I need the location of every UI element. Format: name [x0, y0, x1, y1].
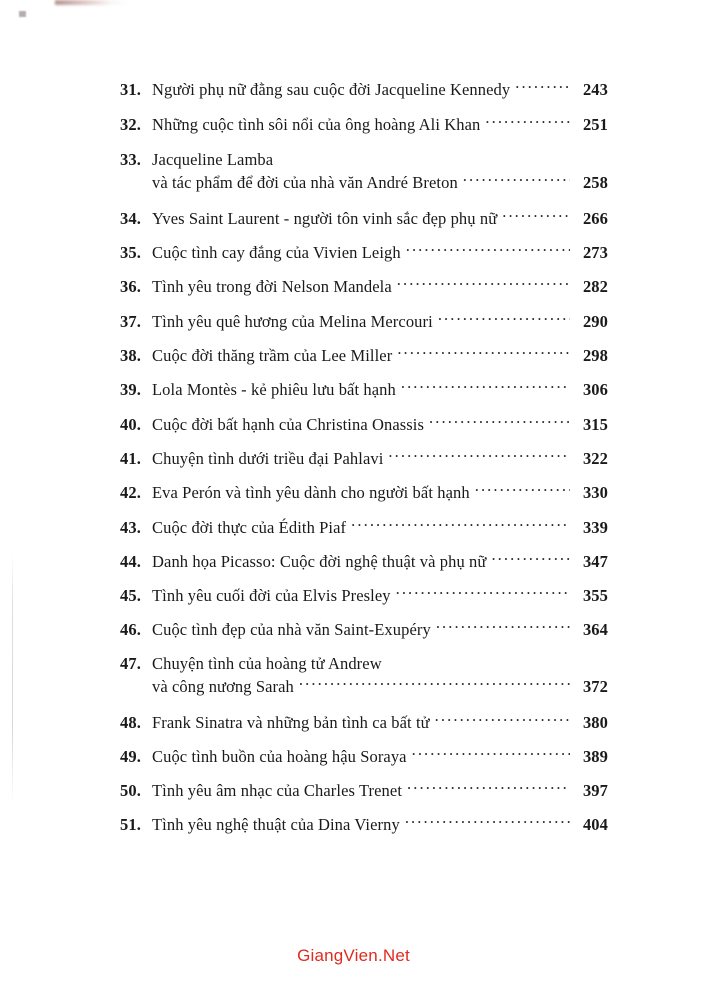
toc-entry-title: Người phụ nữ đằng sau cuộc đời Jacqueline Kennedy: [152, 80, 511, 99]
toc-entry-page-number: 380: [582, 713, 608, 732]
toc-entry-title: Frank Sinatra và những bản tình ca bất tử: [152, 713, 430, 732]
scan-binding-edge-line: [12, 555, 13, 805]
toc-entry[interactable]: [120, 447, 608, 470]
toc-entry-title: Yves Saint Laurent - người tôn vinh sắc đẹp phụ nữ: [152, 209, 498, 228]
toc-entry-title: Chuyện tình của hoàng tử Andrew: [152, 654, 382, 673]
toc-entry-title: Danh họa Picasso: Cuộc đời nghệ thuật và phụ nữ: [152, 552, 487, 571]
toc-entry-title: Cuộc đời thực của Édith Piaf: [152, 518, 347, 537]
toc-leader-dots: [387, 653, 608, 670]
toc-leader-dots: [429, 414, 570, 431]
toc-entry-number: 50.: [120, 781, 141, 800]
toc-entry-line: [120, 310, 608, 333]
toc-leader-dots: [515, 79, 570, 96]
toc-entry-page-number: 315: [582, 415, 608, 434]
toc-entry-page-number: 330: [582, 483, 608, 502]
toc-entry-number: 40.: [120, 415, 141, 434]
toc-entry-line: [120, 344, 608, 367]
toc-entry-title: Chuyện tình dưới triều đại Pahlavi: [152, 449, 384, 468]
toc-entry-page-number: 306: [582, 380, 608, 399]
toc-entry[interactable]: [120, 148, 608, 194]
toc-entry[interactable]: [120, 813, 608, 836]
toc-entry-page-number: 243: [582, 80, 608, 99]
toc-entry-line: [120, 378, 608, 401]
toc-entry-line: [120, 447, 608, 470]
toc-entry-title: Tình yêu nghệ thuật của Dina Vierny: [152, 815, 400, 834]
toc-entry-title: Eva Perón và tình yêu dành cho người bất hạnh: [152, 483, 470, 502]
toc-leader-dots: [396, 585, 570, 602]
toc-entry-line: [120, 275, 608, 298]
toc-entry-page-number: 322: [582, 449, 608, 468]
scan-artifact-top-smudge: [55, 0, 127, 5]
toc-entry[interactable]: [120, 78, 608, 101]
toc-leader-dots: [407, 780, 570, 797]
toc-entry-number: 32.: [120, 115, 141, 134]
scan-artifact-speck: [19, 11, 26, 17]
toc-entry-title: Cuộc đời thăng trầm của Lee Miller: [152, 346, 393, 365]
toc-entry-number: 49.: [120, 747, 141, 766]
toc-entry-line: [120, 171, 608, 194]
toc-entry-number: 42.: [120, 483, 141, 502]
toc-entry-line: [120, 779, 608, 802]
toc-entry-number: 34.: [120, 209, 141, 228]
toc-leader-dots: [491, 551, 570, 568]
toc-entry-page-number: 273: [582, 243, 608, 262]
toc-leader-dots: [435, 712, 570, 729]
toc-leader-dots: [406, 242, 570, 259]
toc-entry-line: [120, 711, 608, 734]
toc-entry-page-number: 251: [582, 115, 608, 134]
toc-entry-title: Jacqueline Lamba: [152, 150, 274, 169]
toc-entry-title: Cuộc tình buồn của hoàng hậu Soraya: [152, 747, 407, 766]
toc-entry-line: [120, 78, 608, 101]
toc-leader-dots: [502, 208, 570, 225]
toc-leader-dots: [405, 814, 570, 831]
toc-entry-line: [120, 675, 608, 698]
toc-entry[interactable]: [120, 652, 608, 698]
toc-leader-dots: [299, 676, 570, 693]
toc-entry-number: 43.: [120, 518, 141, 537]
toc-entry-title: Cuộc tình cay đắng của Vivien Leigh: [152, 243, 401, 262]
toc-entry-title: Lola Montès - kẻ phiêu lưu bất hạnh: [152, 380, 396, 399]
toc-entry-line: [120, 550, 608, 573]
toc-entry-line: [120, 652, 608, 675]
toc-entry-number: 39.: [120, 380, 141, 399]
toc-entry-title: Cuộc tình đẹp của nhà văn Saint-Exupéry: [152, 620, 431, 639]
toc-entry-line: [120, 584, 608, 607]
toc-entry-line: [120, 113, 608, 136]
toc-entry[interactable]: [120, 310, 608, 333]
toc-entry[interactable]: [120, 113, 608, 136]
toc-entry-line: [120, 148, 608, 171]
toc-entry-line: [120, 413, 608, 436]
toc-leader-dots: [397, 345, 570, 362]
toc-entry-page-number: 372: [582, 677, 608, 696]
toc-entry-page-number: 397: [582, 781, 608, 800]
toc-entry-title: Tình yêu quê hương của Melina Mercouri: [152, 312, 433, 331]
toc-entry-number: 47.: [120, 654, 141, 673]
toc-entry-page-number: 339: [582, 518, 608, 537]
toc-leader-dots: [485, 114, 570, 131]
toc-entry-number: 44.: [120, 552, 141, 571]
toc-leader-dots: [463, 172, 570, 189]
toc-entry-number: 46.: [120, 620, 141, 639]
toc-entry-title: Tình yêu cuối đời của Elvis Presley: [152, 586, 391, 605]
toc-entry[interactable]: [120, 711, 608, 734]
toc-entry[interactable]: [120, 275, 608, 298]
toc-entry[interactable]: [120, 344, 608, 367]
toc-entry-number: 38.: [120, 346, 141, 365]
toc-entry[interactable]: [120, 207, 608, 230]
toc-entry[interactable]: [120, 618, 608, 641]
toc-leader-dots: [397, 276, 570, 293]
toc-entry-page-number: 404: [582, 815, 608, 834]
toc-entry-page-number: 282: [582, 277, 608, 296]
toc-entry-line: [120, 241, 608, 264]
toc-entry-number: 51.: [120, 815, 141, 834]
toc-entry[interactable]: [120, 779, 608, 802]
toc-entry[interactable]: [120, 550, 608, 573]
toc-entry-line: [120, 481, 608, 504]
toc-entry[interactable]: [120, 481, 608, 504]
toc-entry-number: 41.: [120, 449, 141, 468]
toc-entry-page-number: 355: [582, 586, 608, 605]
toc-entry-page-number: 347: [582, 552, 608, 571]
toc-entry-number: 45.: [120, 586, 141, 605]
toc-leader-dots: [436, 619, 570, 636]
toc-leader-dots: [278, 149, 608, 166]
toc-entry-line: [120, 207, 608, 230]
toc-entry-title-continued: và công nương Sarah: [152, 677, 294, 696]
toc-entry-line: [120, 618, 608, 641]
toc-entry-page-number: 364: [582, 620, 608, 639]
footer-watermark: GiangVien.Net: [297, 946, 410, 965]
toc-entry-title: Những cuộc tình sôi nổi của ông hoàng Ali Khan: [152, 115, 481, 134]
toc-entry-number: 36.: [120, 277, 141, 296]
toc-entry-number: 33.: [120, 150, 141, 169]
toc-entry-page-number: 290: [582, 312, 608, 331]
toc-entry-page-number: 266: [582, 209, 608, 228]
toc-entry-page-number: 389: [582, 747, 608, 766]
toc-entry-number: 31.: [120, 80, 141, 99]
toc-entry[interactable]: [120, 241, 608, 264]
toc-leader-dots: [388, 448, 570, 465]
toc-entry-title: Tình yêu âm nhạc của Charles Trenet: [152, 781, 403, 800]
toc-entry-title-continued: và tác phẩm để đời của nhà văn André Breton: [152, 173, 458, 192]
toc-entry[interactable]: [120, 516, 608, 539]
toc-leader-dots: [412, 746, 570, 763]
toc-leader-dots: [438, 311, 570, 328]
toc-entry[interactable]: [120, 745, 608, 768]
toc-entry[interactable]: [120, 413, 608, 436]
toc-entry-number: 37.: [120, 312, 141, 331]
toc-entry-title: Cuộc đời bất hạnh của Christina Onassis: [152, 415, 425, 434]
toc-leader-dots: [475, 482, 570, 499]
toc-entry-number: 48.: [120, 713, 141, 732]
toc-entry-page-number: 298: [582, 346, 608, 365]
toc-entry-line: [120, 516, 608, 539]
toc-leader-dots: [351, 517, 570, 534]
toc-entry-line: [120, 813, 608, 836]
toc-leader-dots: [401, 379, 570, 396]
toc-entry-title: Tình yêu trong đời Nelson Mandela: [152, 277, 392, 296]
toc-entry[interactable]: [120, 378, 608, 401]
toc-entry-number: 35.: [120, 243, 141, 262]
toc-entry[interactable]: [120, 584, 608, 607]
toc-entry-line: [120, 745, 608, 768]
toc-entry-page-number: 258: [582, 173, 608, 192]
